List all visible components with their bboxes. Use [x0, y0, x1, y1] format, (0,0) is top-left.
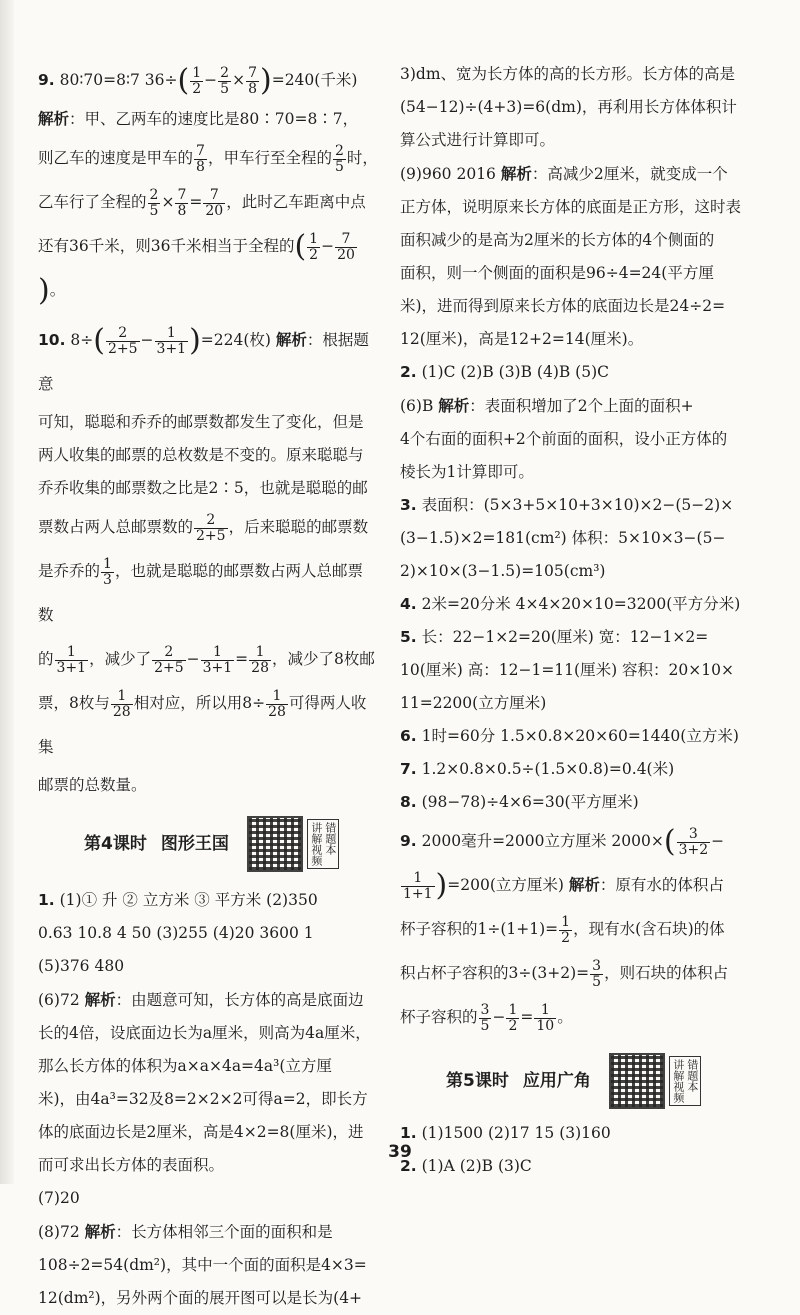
- lesson-title: [84, 828, 229, 861]
- lesson-name: 应用广角: [522, 1070, 591, 1091]
- s1-line: 0.63 10.8 4 50 (3)255 (4)20 3600 1: [38, 924, 314, 942]
- denominator: 8: [177, 202, 187, 219]
- text: ：原有水的体积占: [599, 876, 724, 894]
- text: −: [711, 832, 725, 850]
- text: ×: [232, 71, 246, 89]
- denominator: 8: [248, 80, 257, 97]
- fraction: [106, 326, 140, 357]
- q6-line: [400, 720, 772, 753]
- text: (6)B: [400, 397, 439, 415]
- q10-explain-line: [38, 505, 378, 549]
- text: 乙车行了全程的: [38, 193, 147, 211]
- denominator: 2: [309, 246, 319, 263]
- denominator: 28: [112, 703, 131, 720]
- fraction: [194, 513, 228, 544]
- text: (1)① 升 ② 立方米 ③ 平方米 (2)350: [59, 891, 318, 909]
- q9-explain-line: [38, 136, 378, 180]
- denominator: 3+1: [56, 659, 87, 676]
- r9-line: 面积，则一个侧面的面积是96÷4=24(平方厘: [400, 264, 714, 282]
- numerator: 1: [201, 645, 235, 661]
- denominator: 5: [334, 158, 344, 175]
- denominator: 8: [196, 158, 205, 175]
- text: 。: [49, 281, 66, 299]
- fraction: [152, 645, 186, 676]
- text: 票，8枚与: [38, 694, 110, 712]
- numerator: 7: [177, 186, 187, 203]
- text: 杯子容积的: [400, 1008, 478, 1026]
- fraction: [479, 1003, 492, 1034]
- numerator: 1: [534, 1003, 556, 1019]
- question-number: 6.: [400, 727, 417, 745]
- fraction: [201, 645, 235, 676]
- s8-line: 12(dm²)，另外两个面的展开图可以是长为(4+: [38, 1289, 363, 1307]
- text: 杯子容积的1÷(1+1)=: [400, 920, 559, 938]
- q5-line: [400, 621, 772, 654]
- qr-label-mistakes: 错题本: [685, 1059, 699, 1092]
- q9-explain-line: [38, 224, 378, 312]
- text: ，后来聪聪的邮票数: [228, 518, 369, 536]
- qr-label-mistakes: 错题本: [323, 822, 337, 855]
- denominator: 5: [592, 973, 602, 990]
- text: (1)A (2)B (3)C: [421, 1157, 532, 1175]
- text: ：由题意可知，长方体的高是底面边: [115, 991, 364, 1009]
- text: ，也就是聪聪的邮票数占两人总邮票数: [38, 562, 363, 624]
- fraction: [590, 959, 603, 990]
- text: 相对应，所以用8÷: [133, 694, 266, 712]
- numerator: 1: [309, 230, 319, 247]
- right-column: [400, 58, 772, 1183]
- fraction: [246, 66, 259, 97]
- text: 还有36千米，则36千米相当于全程的: [38, 237, 295, 255]
- q10-explain-line: 乔乔收集的邮票数之比是2∶5，也就是聪聪的邮: [38, 479, 368, 497]
- q9r-line: [400, 951, 772, 995]
- numerator: 1: [266, 689, 288, 705]
- denominator: 5: [480, 1017, 490, 1034]
- fraction: [203, 188, 225, 219]
- s6-line: 而可求出长方体的表面积。: [38, 1156, 225, 1174]
- text: =: [189, 193, 203, 211]
- left-column: [38, 58, 378, 1315]
- fraction: [190, 66, 203, 97]
- denominator: 5: [149, 202, 159, 219]
- q10-explain-line: 两人收集的邮票的总枚数是不变的。原来聪聪与: [38, 446, 364, 464]
- fraction: [534, 1003, 556, 1034]
- q9-answer: [38, 58, 378, 102]
- question-number: 7.: [400, 760, 417, 778]
- numerator: 1: [55, 645, 89, 661]
- qr-label-video: 讲解视频: [309, 822, 323, 866]
- r-line: (54−12)÷(4+3)=6(dm)，再利用长方体体积计: [400, 98, 737, 116]
- s6-line: 那么长方体的体积为a×a×4a=4a³(立方厘: [38, 1057, 332, 1075]
- text: 积占杯子容积的3÷(3+2)=: [400, 964, 590, 982]
- fraction: [559, 915, 572, 946]
- denominator: 2+5: [107, 340, 138, 357]
- q10-answer: [38, 318, 378, 406]
- text: 8÷: [70, 331, 94, 349]
- q10-explain-line: [38, 549, 378, 637]
- numerator: 2: [334, 142, 344, 159]
- denominator: 3: [103, 571, 112, 588]
- text: ：长方体相邻三个面的面积和是: [115, 1223, 333, 1241]
- denominator: 2: [192, 80, 202, 97]
- fraction: [333, 144, 346, 175]
- text: −: [140, 331, 154, 349]
- fraction: [249, 645, 271, 676]
- jiexi-label: 解析: [38, 109, 70, 128]
- text: 票数占两人总邮票数的: [38, 518, 194, 536]
- q9-explain-line: [38, 102, 378, 136]
- denominator: 5: [220, 80, 230, 97]
- s8-line: 108÷2=54(dm²)，其中一个面的面积是4×3=: [38, 1256, 367, 1274]
- paren: ): [435, 868, 448, 903]
- fraction: [194, 144, 207, 175]
- paren: (: [93, 323, 105, 358]
- denominator: 2: [561, 929, 571, 946]
- text: ，则石块的体积占: [604, 964, 729, 982]
- q3-line: 2)×10×(3−1.5)=105(cm³): [400, 562, 606, 580]
- denominator: 3+1: [156, 340, 187, 357]
- question-number: 8.: [400, 793, 417, 811]
- qr-labels: [669, 1056, 701, 1106]
- fraction: [148, 188, 161, 219]
- text: =200(立方厘米): [447, 876, 569, 894]
- q10-explain-line: 邮票的总数量。: [38, 776, 147, 794]
- numerator: 1: [192, 64, 202, 81]
- question-number: 2.: [400, 363, 417, 381]
- text: ，现有水(含石块)的体: [573, 920, 725, 938]
- question-number: 2.: [400, 1157, 417, 1175]
- numerator: 7: [335, 232, 357, 248]
- q9r-line: [400, 863, 772, 907]
- r9-line: 正方体，说明原来长方体的底面是正方形，这时表: [400, 198, 742, 216]
- fraction: [266, 689, 288, 720]
- r-line: 算公式进行计算即可。: [400, 131, 556, 149]
- text: −: [321, 237, 335, 255]
- text: ：表面积增加了2个上面的面积+: [469, 397, 694, 415]
- text: 的: [38, 650, 54, 668]
- text: 2000毫升=2000立方厘米 2000×: [421, 832, 664, 850]
- r9-line: 面积减少的是高为2厘米的长方体的4个侧面的: [400, 231, 715, 249]
- jiexi-label: 解析: [84, 1222, 116, 1241]
- question-number: 1.: [400, 1124, 417, 1142]
- paren: (: [294, 229, 307, 264]
- question-number: 9.: [38, 71, 55, 89]
- text: 1.2×0.8×0.5÷(1.5×0.8)=0.4(米): [421, 760, 675, 778]
- lesson-4-header: [84, 816, 378, 872]
- s8-line: [38, 1215, 378, 1249]
- qr-label-video: 讲解视频: [671, 1059, 685, 1103]
- paren: ): [259, 63, 272, 98]
- numerator: 1: [508, 1001, 518, 1018]
- text: 可得两人收集: [38, 694, 367, 756]
- q5-line: 10(厘米) 高：12−1=11(厘米) 容积：20×10×: [400, 661, 734, 679]
- fraction: [401, 871, 435, 902]
- q10-explain-line: [38, 637, 378, 681]
- text: ：根据题意: [38, 331, 369, 393]
- qr-code-icon[interactable]: [609, 1053, 665, 1109]
- fraction: [677, 827, 711, 858]
- lesson-number: 第5课时: [446, 1070, 509, 1091]
- fraction: [175, 188, 188, 219]
- q7-line: [400, 753, 772, 786]
- numerator: 2: [220, 64, 230, 81]
- numerator: 7: [203, 188, 225, 204]
- r9-line: 12(厘米)，高是12+2=14(厘米)。: [400, 330, 644, 348]
- text: −: [492, 1008, 506, 1026]
- numerator: 2: [149, 186, 159, 203]
- text: 表面积：(5×3+5×10+3×10)×2−(5−2)×: [421, 496, 734, 514]
- numerator: 2: [194, 513, 228, 529]
- question-number: 10.: [38, 331, 66, 349]
- numerator: 1: [401, 871, 435, 887]
- text: (9)960 2016: [400, 165, 501, 183]
- s6-line: 米)，由4a³=32及8=2×2×2可得a=2，即长方: [38, 1090, 368, 1108]
- paren: ): [189, 323, 201, 358]
- q5-line: 11=2200(立方厘米): [400, 694, 547, 712]
- text: ：甲、乙两车的速度比是80∶70=8∶7，: [69, 110, 359, 128]
- numerator: 2: [152, 645, 186, 661]
- fraction: [101, 557, 114, 588]
- paren: ): [38, 273, 50, 308]
- lesson-name: 图形王国: [160, 833, 229, 854]
- q9r-line: [400, 995, 772, 1039]
- jiexi-label: 解析: [568, 875, 600, 894]
- text: ，减少了8枚邮: [272, 650, 375, 668]
- text: 。: [557, 1008, 573, 1026]
- question-number: 9.: [400, 832, 417, 850]
- fraction: [55, 645, 89, 676]
- numerator: 1: [561, 913, 571, 930]
- s6-line: 体的底面边长是2厘米，高是4×2=8(厘米)，进: [38, 1123, 364, 1141]
- denominator: 3+1: [202, 659, 233, 676]
- q9-explain-line: [38, 180, 378, 224]
- denominator: 2+5: [154, 659, 184, 676]
- text: (8)72: [38, 1223, 85, 1241]
- page-number: 39: [388, 1142, 412, 1162]
- fraction: [506, 1003, 519, 1034]
- q2b-line: 棱长为1计算即可。: [400, 463, 534, 481]
- text: −: [204, 71, 218, 89]
- paren: (: [177, 63, 190, 98]
- s6-line: [38, 983, 378, 1017]
- s7-line: (7)20: [38, 1189, 80, 1207]
- denominator: 2+5: [196, 527, 226, 544]
- fraction: [155, 326, 189, 357]
- paren: (: [663, 824, 676, 859]
- r9-line: 米)，进而得到原来长方体的底面边长是24÷2=: [400, 297, 726, 315]
- text: ×: [161, 193, 175, 211]
- text: =224(枚): [200, 331, 271, 349]
- q2-line: [400, 356, 772, 389]
- qr-code-block[interactable]: [247, 816, 339, 872]
- q9r-line: [400, 907, 772, 951]
- numerator: 7: [248, 64, 257, 81]
- s1-line: [38, 884, 378, 917]
- lesson-title: [446, 1065, 591, 1098]
- jiexi-label: 解析: [275, 330, 307, 349]
- denominator: 28: [268, 703, 286, 720]
- q8-line: [400, 786, 772, 819]
- text: 时，: [346, 149, 378, 167]
- fraction: [335, 232, 357, 263]
- lesson-5-header: [446, 1053, 772, 1109]
- text: ，减少了: [89, 650, 152, 668]
- lesson-number: 第4课时: [84, 833, 147, 854]
- text: −: [186, 650, 200, 668]
- text: =: [520, 1008, 534, 1026]
- numerator: 2: [106, 326, 140, 342]
- q10-explain-line: [38, 681, 378, 769]
- numerator: 1: [111, 689, 133, 705]
- denominator: 10: [536, 1017, 555, 1034]
- numerator: 1: [249, 645, 271, 661]
- text: (98−78)÷4×6=30(平方厘米): [421, 793, 639, 811]
- denominator: 20: [337, 246, 355, 263]
- text: 长：22−1×2=20(厘米) 宽：12−1×2=: [421, 628, 709, 646]
- text: ，此时乙车距离中点: [226, 193, 366, 211]
- denominator: 20: [205, 202, 224, 219]
- qr-labels: [307, 819, 339, 869]
- question-number: 1.: [38, 891, 55, 909]
- text: 2米=20分米 4×4×20×10=3200(平方分米): [421, 595, 741, 613]
- text: 是乔乔的: [38, 562, 101, 580]
- q2b-line: [400, 389, 772, 423]
- question-number: 5.: [400, 628, 417, 646]
- q9r-line: [400, 819, 772, 863]
- text: ，甲车行至全程的: [207, 149, 332, 167]
- text: (1)1500 (2)17 15 (3)160: [421, 1124, 611, 1142]
- question-number: 3.: [400, 496, 417, 514]
- denominator: 1+1: [403, 885, 433, 902]
- jiexi-label: 解析: [84, 990, 116, 1009]
- fraction: [307, 232, 320, 263]
- numerator: 1: [103, 555, 112, 572]
- denominator: 3+2: [678, 841, 709, 858]
- numerator: 1: [155, 326, 189, 342]
- text: 80∶70=8∶7 36÷: [59, 71, 178, 89]
- text: =240(千米): [271, 71, 358, 89]
- text: (1)C (2)B (3)B (4)B (5)C: [421, 363, 610, 381]
- numerator: 3: [677, 827, 711, 843]
- s1-line: (5)376 480: [38, 957, 125, 975]
- numerator: 3: [592, 957, 602, 974]
- question-number: 4.: [400, 595, 417, 613]
- q3-line: [400, 489, 772, 522]
- q4-line: [400, 588, 772, 621]
- numerator: 3: [480, 1001, 490, 1018]
- text: 则乙车的速度是甲车的: [38, 149, 194, 167]
- r9-line: [400, 157, 772, 191]
- qr-code-block[interactable]: [609, 1053, 701, 1109]
- text: ：高减少2厘米，就变成一个: [531, 165, 728, 183]
- numerator: 7: [196, 142, 205, 159]
- r-line: 3)dm、宽为长方体的高的长方形。长方体的高是: [400, 65, 736, 83]
- denominator: 28: [251, 659, 269, 676]
- jiexi-label: 解析: [500, 164, 532, 183]
- fraction: [218, 66, 231, 97]
- q10-explain-line: 可知，聪聪和乔乔的邮票数都发生了变化，但是: [38, 413, 364, 431]
- fraction: [111, 689, 133, 720]
- qr-code-icon[interactable]: [247, 816, 303, 872]
- text: 1时=60分 1.5×0.8×20×60=1440(立方米): [421, 727, 739, 745]
- q2b-line: 4个右面的面积+2个前面的面积，设小正方体的: [400, 430, 728, 448]
- s6-line: 长的4倍，设底面边长为a厘米，则高为4a厘米，: [38, 1024, 371, 1042]
- page-edge-shadow: [0, 0, 14, 1184]
- denominator: 2: [508, 1017, 518, 1034]
- jiexi-label: 解析: [438, 396, 470, 415]
- q3-line: (3−1.5)×2=181(cm²) 体积：5×10×3−(5−: [400, 529, 726, 547]
- text: =: [235, 650, 249, 668]
- text: (6)72: [38, 991, 85, 1009]
